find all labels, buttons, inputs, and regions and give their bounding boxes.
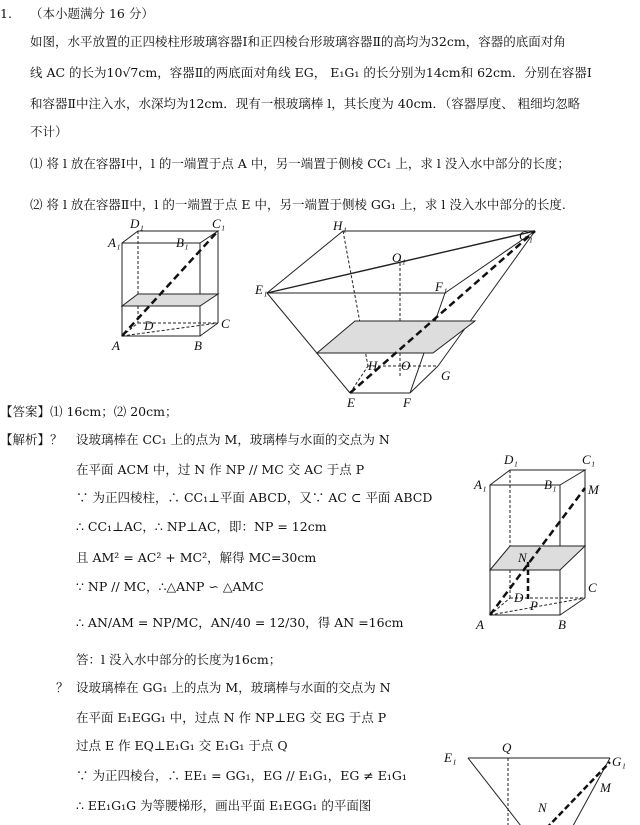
label-O1: O₁ bbox=[392, 250, 406, 265]
statement-line-2: 线 AC 的长为10√7cm，容器Ⅱ的两底面对角线 EG， E₁G₁ 的长分别为14cm和 62cm．分别在容器Ⅰ bbox=[30, 65, 592, 80]
label-F1: F₁ bbox=[435, 279, 448, 294]
figure-trapezoid-section bbox=[440, 740, 640, 825]
label-B1: B₁ bbox=[544, 477, 557, 492]
analysis-p1-line-5: 且 AM² = AC² + MC²，解得 MC=30cm bbox=[76, 550, 317, 565]
label-F: F bbox=[403, 395, 411, 410]
label-H: H bbox=[368, 358, 378, 373]
label-D1: D₁ bbox=[130, 216, 144, 231]
analysis-q2-mark: ？ bbox=[56, 680, 69, 695]
label-A1: A₁ bbox=[474, 477, 487, 492]
label-E: E bbox=[347, 395, 355, 410]
label-B: B bbox=[194, 338, 202, 353]
answer-line: 【答案】⑴ 16cm；⑵ 20cm； bbox=[0, 404, 178, 419]
analysis-p2-line-1: 设玻璃棒在 GG₁ 上的点为 M，玻璃棒与水面的交点为 N bbox=[76, 680, 391, 695]
analysis-p2-line-2: 在平面 E₁EGG₁ 中，过点 N 作 NP⊥EG 交 EG 于点 P bbox=[76, 710, 387, 725]
label-G1: G₁ bbox=[612, 754, 626, 769]
figure-frustum-container-2 bbox=[255, 218, 555, 408]
label-G1: G₁ bbox=[519, 228, 533, 243]
analysis-p2-line-3: 过点 E 作 EQ⊥E₁G₁ 交 E₁G₁ 于点 Q bbox=[76, 738, 288, 753]
label-A: A bbox=[112, 338, 120, 353]
label-M: M bbox=[588, 482, 599, 497]
analysis-p1-line-2: 在平面 ACM 中，过 N 作 NP // MC 交 AC 于点 P bbox=[76, 462, 365, 477]
label-B: B bbox=[558, 617, 566, 632]
figure-prism-solution bbox=[470, 450, 620, 635]
statement-line-4: 不计） bbox=[30, 124, 68, 139]
label-D: D bbox=[144, 318, 154, 333]
label-B1: B₁ bbox=[176, 235, 189, 250]
statement-line-3: 和容器Ⅱ中注入水，水深均为12cm．现有一根玻璃棒 l，其长度为 40cm．（容器厚度、 粗细均忽略 bbox=[30, 96, 581, 111]
label-C: C bbox=[588, 580, 597, 595]
label-P: P bbox=[530, 598, 538, 613]
label-D1: D₁ bbox=[504, 452, 518, 467]
question-1: ⑴ 将 l 放在容器Ⅰ中，l 的一端置于点 A 中，另一端置于侧棱 CC₁ 上，求 l 没入水中部分的长度； bbox=[30, 156, 570, 171]
analysis-p1-line-1: 设玻璃棒在 CC₁ 上的点为 M，玻璃棒与水面的交点为 N bbox=[76, 432, 390, 447]
problem-score: （本小题满分 16 分） bbox=[30, 6, 154, 21]
analysis-p1-line-6: ∵ NP // MC，∴△ANP ∽ △AMC bbox=[76, 579, 264, 594]
label-D: D bbox=[514, 590, 524, 605]
analysis-p1-line-7: ∴ AN/AM = NP/MC，AN/40 = 12/30，得 AN =16cm bbox=[76, 615, 404, 630]
figure-prism-container-1 bbox=[100, 218, 240, 398]
analysis-p1-line-4: ∴ CC₁⊥AC，∴ NP⊥AC，即：NP = 12cm bbox=[76, 519, 327, 534]
statement-line-1: 如图，水平放置的正四棱柱形玻璃容器Ⅰ和正四棱台形玻璃容器Ⅱ的高均为32cm，容器的底面对角 bbox=[30, 34, 566, 49]
label-N: N bbox=[518, 550, 527, 565]
analysis-p2-line-5: ∴ EE₁G₁G 为等腰梯形，画出平面 E₁EGG₁ 的平面图 bbox=[76, 798, 372, 813]
analysis-p1-line-3: ∵ 为正四棱柱，∴ CC₁⊥平面 ABCD，又∵ AC ⊂ 平面 ABCD bbox=[76, 490, 433, 505]
label-O: O bbox=[401, 358, 411, 373]
problem-number: 1. bbox=[0, 6, 12, 21]
label-G: G bbox=[441, 368, 451, 383]
label-C1: C₁ bbox=[582, 452, 596, 467]
label-E1: E₁ bbox=[444, 750, 457, 765]
analysis-p2-line-4: ∵ 为正四棱台，∴ EE₁ = GG₁，EG // E₁G₁，EG ≠ E₁G₁ bbox=[76, 768, 407, 783]
label-Q: Q bbox=[502, 740, 512, 755]
label-M: M bbox=[600, 780, 611, 795]
question-2: ⑵ 将 l 放在容器Ⅱ中，l 的一端置于点 E 中，另一端置于侧棱 GG₁ 上，求 l 没入水中部分的长度. bbox=[30, 197, 566, 212]
label-N: N bbox=[538, 800, 547, 815]
label-A: A bbox=[476, 617, 484, 632]
label-C: C bbox=[221, 316, 230, 331]
analysis-p1-line-8: 答：l 没入水中部分的长度为16cm； bbox=[76, 652, 282, 667]
label-A1: A₁ bbox=[108, 235, 121, 250]
label-E1: E₁ bbox=[255, 282, 268, 297]
label-C1: C₁ bbox=[212, 216, 226, 231]
analysis-tag: 【解析】？ bbox=[0, 432, 63, 447]
label-H1: H₁ bbox=[333, 218, 347, 233]
